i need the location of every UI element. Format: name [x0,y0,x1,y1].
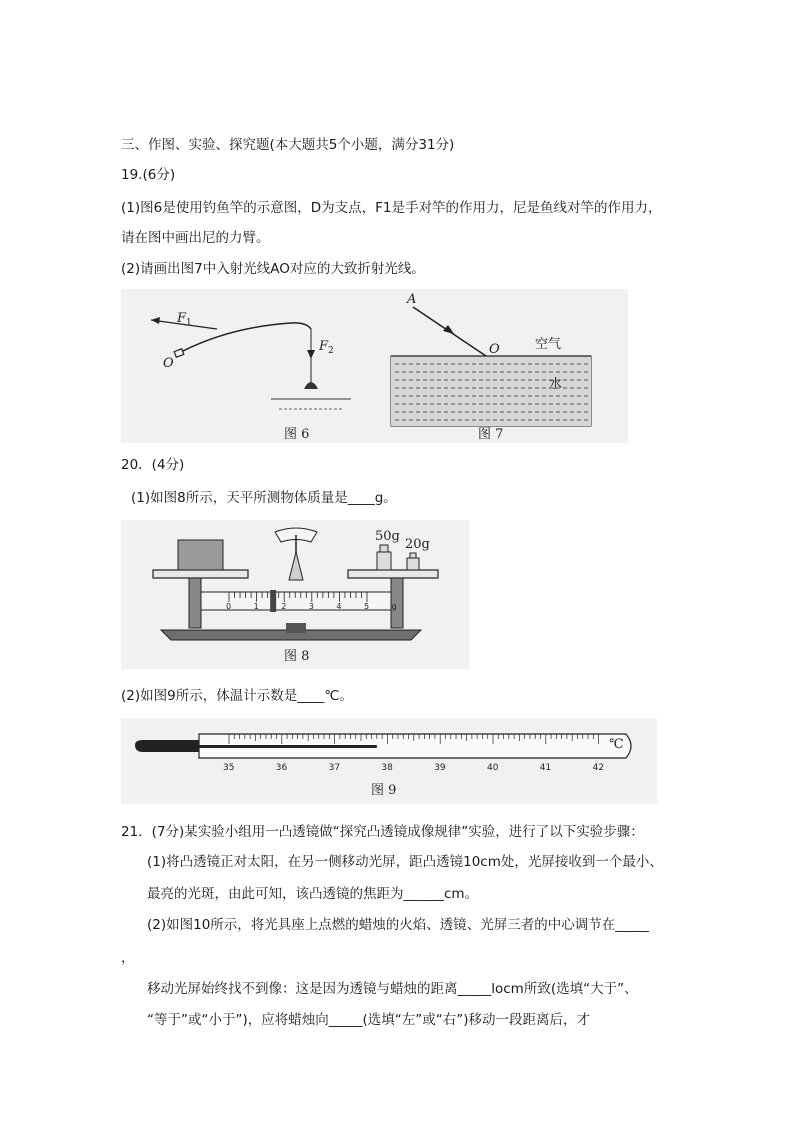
figure-8-tick-label: 1 [253,602,259,611]
question-19-part1-line2: 请在图中画出尼的力臂。 [121,230,270,246]
question-19-part2: (2)请画出图7中入射光线AO对应的大致折射光线。 [121,261,425,277]
figure-6-label-o: O [163,356,174,371]
question-21-part2-line1: (2)如图10所示，将光具座上点燃的蜡烛的火焰、透镜、光屏三者的中心调节在_____ [147,917,650,933]
figure-7-label-water: 水 [549,377,563,392]
figure-9-caption: 图 9 [371,783,397,798]
figure-8-rider [270,590,276,612]
figure-7-caption: 图 7 [478,427,504,442]
question-19-header: 19.(6分) [121,167,176,183]
figure-7-label-air: 空气 [535,337,562,352]
figure-8-balance [121,520,469,669]
question-21-part1-line1: (1)将凸透镜正对太阳，在另一侧移动光屏，距凸透镜10cm处，光屏接收到一个最小、 [147,854,663,870]
figure-9-tick-label: 40 [487,763,499,773]
question-21-part2-line3: 移动光屏始终找不到像：这是因为透镜与蜡烛的距离_____locm所致(选填“大于”、 [147,981,638,997]
figure-6-label-f1: $F_1$ [177,311,192,328]
figure-7-label-o: O [489,342,500,357]
figure-9-tick-label: 38 [381,763,393,773]
question-21-part2-line4: “等于”或“小于”)，应将蜡烛向_____(选填“左”或“右”)移动一段距离后，才 [147,1012,591,1028]
question-21-header: 21．(7分)某实验小组用一凸透镜做“探究凸透镜成像规律”实验，进行了以下实验步骤： [121,824,644,840]
figure-8-tick-label: 3 [308,602,314,611]
figure-8-weight-50g: 50g [375,529,400,544]
figure-6-label-f2: $F_2$ [319,339,334,356]
figure-9-tick-label: 37 [328,763,341,773]
figure-8-tick-label: 5 [364,602,370,611]
figure-9-mercury-column [199,745,377,748]
figure-9-tick-label: 42 [592,763,605,773]
figure-9-tick-label: 35 [223,763,235,773]
figure-6-fishing-rod [151,311,351,442]
figure-6-caption: 图 6 [284,427,310,442]
section-title: 三、作图、实验、探究题(本大题共5个小题，满分31分) [121,137,455,153]
question-21-part2-line2: ， [121,950,135,966]
figure-9-tick-label: 36 [275,763,288,773]
figure-9-unit: ℃ [609,737,624,752]
question-20-header: 20．(4分) [121,457,185,473]
figure-9-thermometer [121,718,657,804]
figure-8-tick-label: 0 [226,602,232,611]
question-20-part2: (2)如图9所示，体温计示数是____℃。 [121,688,353,704]
question-19-part1-line1: (1)图6是使用钓鱼竿的示意图，D为支点，F1是手对竿的作用力，尼是鱼线对竿的作用力， [121,200,662,216]
question-21-part1-line2: 最亮的光斑，由此可知，该凸透镜的焦距为______cm。 [147,886,479,902]
figure-8-tick-label: 2 [281,602,287,611]
figure-8-tick-label: g [391,602,397,611]
figure-8-weight-20g: 20g [405,537,430,552]
figure-8-tick-label: 4 [336,602,342,611]
figure-9-tick-label: 39 [434,763,446,773]
figure-7-refraction [391,292,591,442]
figure-9-tick-label: 41 [539,763,552,773]
figure-6-7-panel [121,289,628,443]
figure-8-caption: 图 8 [284,649,310,664]
question-20-part1: (1)如图8所示，天平所测物体质量是____g。 [131,490,397,506]
figure-7-label-a: A [407,292,417,307]
